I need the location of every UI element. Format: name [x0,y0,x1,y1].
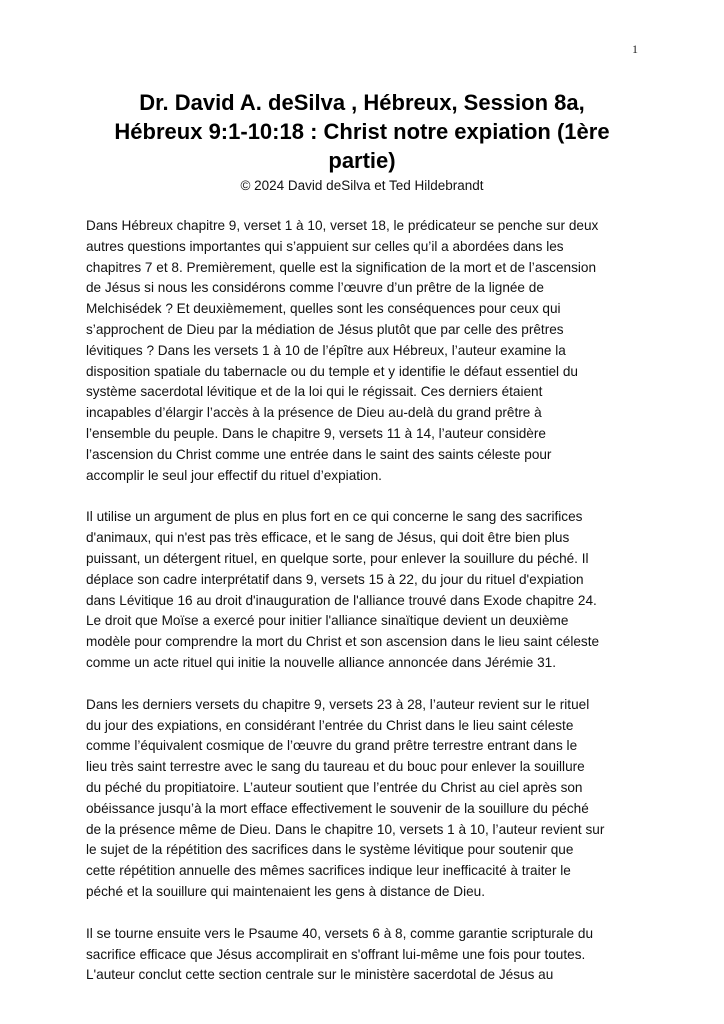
title-line: Hébreux 9:1-10:18 : Christ notre expiation (1ère [114,119,610,144]
text-line: l’ascension du Christ comme une entrée dans le saint des saints céleste pour [86,446,552,462]
title-line: Dr. David A. deSilva , Hébreux, Session 8a, [139,90,585,115]
text-line: comme l’équivalent cosmique de l’œuvre du grand prêtre terrestre entrant dans le [86,738,578,754]
text-line: d'animaux, qui n'est pas très efficace, et le sang de Jésus, qui doit être bien plus [86,530,570,546]
text-line: système sacerdotal lévitique et de la loi qui le régissait. Ces derniers étaient [86,384,543,400]
text-line: chapitres 7 et 8. Premièrement, quelle est la signification de la mort et de l’ascension [86,259,597,275]
text-line: péché et la souillure qui maintenaient les gens à distance de Dieu. [86,883,486,899]
text-line: sacrifice efficace que Jésus accomplirait en s'offrant lui-même une fois pour toutes. [86,946,586,962]
text-line: obéissance jusqu’à la mort efface effectivement le souvenir de la souillure du péché [86,800,589,816]
paragraph-4 [86,924,638,986]
paragraph-1 [86,216,638,486]
text-line: du péché du propitiatoire. L’auteur soutient que l’entrée du Christ au ciel après son [86,779,583,795]
document-header [86,88,638,195]
text-line: disposition spatiale du tabernacle ou du temple et y identifie le défaut essentiel du [86,363,578,379]
text-line: dans Lévitique 16 au droit d'inauguration de l'alliance trouvé dans Exode chapitre 24. [86,592,597,608]
document-title [86,88,638,175]
title-line: partie) [328,148,396,173]
text-line: Il se tourne ensuite vers le Psaume 40, versets 6 à 8, comme garantie scripturale du [86,925,593,941]
copyright-notice: © 2024 David deSilva et Ted Hildebrandt [240,178,484,193]
text-line: l’ensemble du peuple. Dans le chapitre 9, versets 11 à 14, l’auteur considère [86,425,546,441]
text-line: cette répétition annuelle des mêmes sacrifices indique leur inefficacité à traiter le [86,863,571,879]
text-line: lévitiques ? Dans les versets 1 à 10 de l’épître aux Hébreux, l’auteur examine la [86,342,566,358]
text-line: de Jésus si nous les considérons comme l’œuvre d’un prêtre de la lignée de [86,280,544,296]
text-line: le sujet de la répétition des sacrifices dans le système lévitique pour soutenir que [86,842,574,858]
document-body [86,216,638,1007]
text-line: accomplir le seul jour effectif du rituel d’expiation. [86,467,382,483]
paragraph-2 [86,507,638,673]
text-line: déplace son cadre interprétatif dans 9, versets 15 à 22, du jour du rituel d'expiation [86,571,584,587]
text-line: incapables d’élargir l’accès à la présence de Dieu au-delà du grand prêtre à [86,405,542,421]
text-line: Melchisédek ? Et deuxièmement, quelles sont les conséquences pour ceux qui [86,301,561,317]
text-line: autres questions importantes qui s’appuient sur celles qu’il a abordées dans les [86,238,564,254]
text-line: puissant, un détergent rituel, en quelque sorte, pour enlever la souillure du péché. Il [86,550,589,566]
text-line: Le droit que Moïse a exercé pour initier l'alliance sinaïtique devient un deuxième [86,613,569,629]
text-line: de la présence même de Dieu. Dans le chapitre 10, versets 1 à 10, l’auteur revient sur [86,821,605,837]
page-number: 1 [632,42,638,56]
text-line: s’approchent de Dieu par la médiation de Jésus plutôt que par celle des prêtres [86,321,564,337]
text-line: lieu très saint terrestre avec le sang du taureau et du bouc pour enlever la souillure [86,759,585,775]
text-line: Dans les derniers versets du chapitre 9, versets 23 à 28, l’auteur revient sur le rituel [86,696,590,712]
paragraph-3 [86,695,638,903]
text-line: Dans Hébreux chapitre 9, verset 1 à 10, verset 18, le prédicateur se penche sur deux [86,218,599,233]
text-line: L'auteur conclut cette section centrale sur le ministère sacerdotal de Jésus au [86,967,554,983]
text-line: du jour des expiations, en considérant l’entrée du Christ dans le lieu saint céleste [86,717,574,733]
text-line: modèle pour comprendre la mort du Christ et son ascension dans le lieu saint céleste [86,634,600,650]
text-line: comme un acte rituel qui initie la nouvelle alliance annoncée dans Jérémie 31. [86,654,557,670]
text-line: Il utilise un argument de plus en plus fort en ce qui concerne le sang des sacrifices [86,509,583,525]
